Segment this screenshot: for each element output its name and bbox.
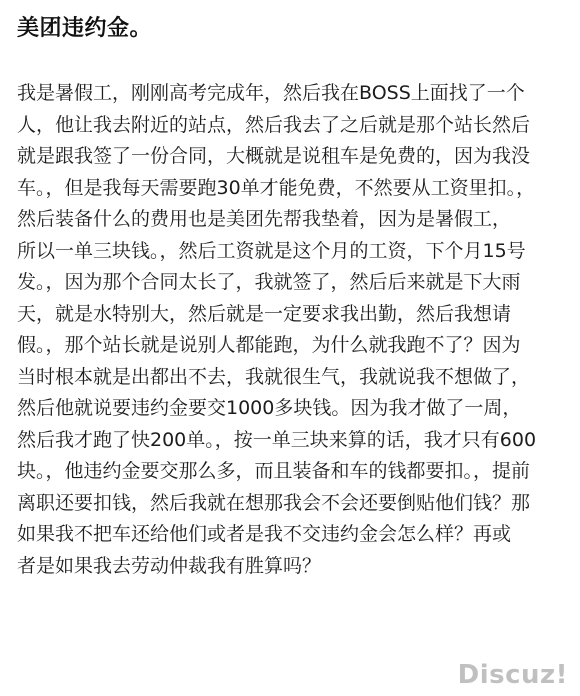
post-line: 然后我才跑了快200单。，按一单三块来算的话，我才只有600: [17, 428, 537, 451]
post-line: 发。，因为那个合同太长了，我就签了，然后后来就是下大雨: [17, 271, 521, 293]
post-body: [17, 78, 565, 582]
post-line: 然后装备什么的费用也是美团先帮我垫着，因为是暑假工，: [17, 208, 512, 230]
post-line: 我是暑假工，刚刚高考完成年，然后我在BOSS上面找了一个: [17, 82, 525, 104]
post-line: 所以一单三块钱。，然后工资就是这个月的工资，下个月15号: [17, 239, 526, 262]
post-line: 人，他让我去附近的站点，然后我去了之后就是那个站长然后: [17, 113, 531, 136]
post-line: 当时根本就是出都出不去，我就很生气，我就说我不想做了，: [17, 365, 531, 388]
post-line: 就是跟我签了一份合同，大概就是说租车是免费的，因为我没: [17, 145, 531, 167]
post-line: 天，就是水特别大，然后就是一定要求我出勤，然后我想请: [17, 302, 512, 325]
post-line: 假。，那个站长就是说别人都能跑，为什么就我跑不了？因为: [17, 334, 521, 356]
post-line: 如果我不把车还给他们或者是我不交违约金会怎么样？再或: [17, 523, 512, 545]
post-line: 车。，但是我每天需要跑30单才能免费，不然要从工资里扣。，: [17, 176, 536, 199]
discuz-watermark: Discuz!: [457, 660, 568, 690]
post-line: 然后他就说要违约金要交1000多块钱。因为我才做了一周，: [17, 397, 522, 419]
post-line: 块。，他违约金要交那么多，而且装备和车的钱都要扣。，提前: [17, 460, 531, 482]
post-line: 者是如果我去劳动仲裁我有胜算吗？: [17, 554, 322, 577]
post-title: 美团违约金。: [17, 16, 153, 41]
post-container: [17, 0, 565, 582]
post-line: 离职还要扣钱，然后我就在想那我会不会还要倒贴他们钱？那: [17, 491, 531, 514]
